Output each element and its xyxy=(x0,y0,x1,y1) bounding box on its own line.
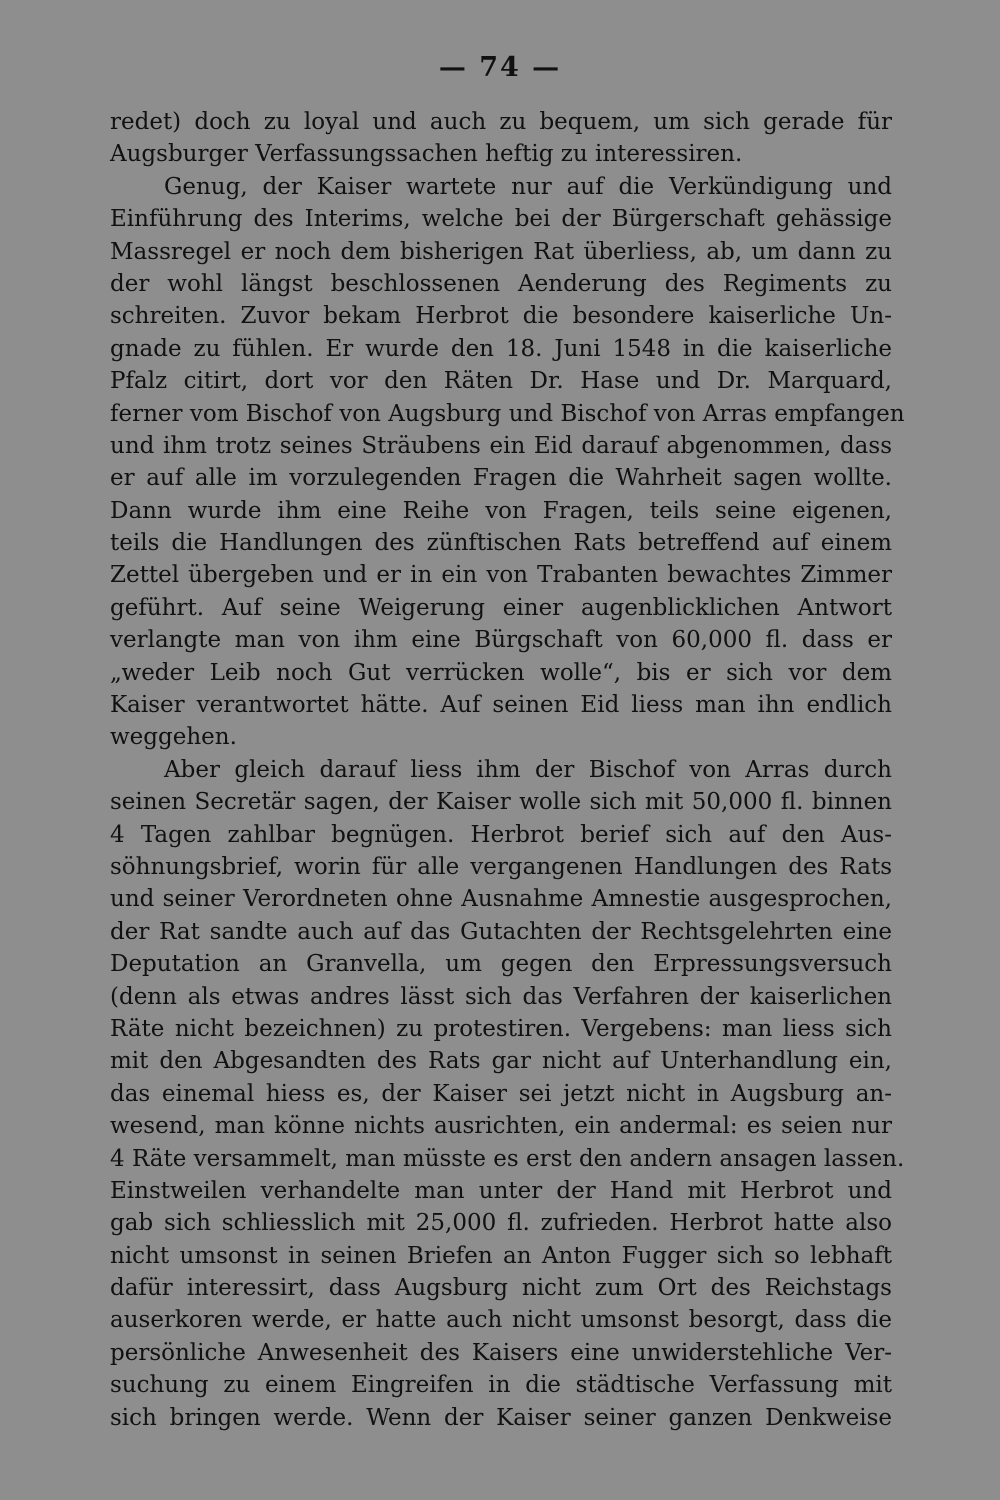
text-line: der Rat sandte auch auf das Gutachten der Rechtsgelehrten eine xyxy=(110,918,892,945)
text-line: schreiten. Zuvor bekam Herbrot die besondere kaiserliche Un- xyxy=(110,303,892,330)
text-line: dafür interessirt, dass Augsburg nicht zum Ort des Reichstags xyxy=(110,1275,892,1302)
body-text xyxy=(110,106,905,1434)
text-line: teils die Handlungen des zünftischen Rats betreffend auf einem xyxy=(110,530,892,557)
text-line: Aber gleich darauf liess ihm der Bischof von Arras durch xyxy=(164,756,892,783)
page-number: — 74 — xyxy=(438,52,562,83)
text-line: Kaiser verantwortet hätte. Auf seinen Eid liess man ihn endlich xyxy=(110,692,892,719)
text-line: seinen Secretär sagen, der Kaiser wolle sich mit 50,000 fl. binnen xyxy=(110,789,892,816)
text-line: redet) doch zu loyal und auch zu bequem, um sich gerade für xyxy=(110,109,892,135)
text-line: Massregel er noch dem bisherigen Rat überliess, ab, um dann zu xyxy=(110,238,892,265)
text-line: geführt. Auf seine Weigerung einer augenblicklichen Antwort xyxy=(110,594,892,621)
text-line: gnade zu fühlen. Er wurde den 18. Juni 1548 in die kaiserliche xyxy=(110,335,892,362)
text-line: das einemal hiess es, der Kaiser sei jetzt nicht in Augsburg an- xyxy=(110,1080,892,1107)
text-line: Deputation an Granvella, um gegen den Erpressungsversuch xyxy=(110,951,892,978)
text-line: 4 Räte versammelt, man müsste es erst den andern ansagen lassen. xyxy=(110,1145,905,1172)
text-line: verlangte man von ihm eine Bürgschaft von 60,000 fl. dass er xyxy=(110,627,892,654)
text-line: (denn als etwas andres lässt sich das Verfahren der kaiserlichen xyxy=(110,983,892,1010)
text-line: auserkoren werde, er hatte auch nicht umsonst besorgt, dass die xyxy=(110,1307,892,1334)
text-line: nicht umsonst in seinen Briefen an Anton Fugger sich so lebhaft xyxy=(110,1242,892,1269)
text-line: Zettel übergeben und er in ein von Trabanten bewachtes Zimmer xyxy=(110,562,892,589)
text-line: Einstweilen verhandelte man unter der Hand mit Herbrot und xyxy=(110,1177,892,1204)
text-line: persönliche Anwesenheit des Kaisers eine unwiderstehliche Ver- xyxy=(110,1339,892,1366)
text-line: Pfalz citirt, dort vor den Räten Dr. Hase und Dr. Marquard, xyxy=(110,368,892,395)
text-line: Einführung des Interims, welche bei der Bürgerschaft gehässige xyxy=(110,206,892,233)
text-line: Dann wurde ihm eine Reihe von Fragen, teils seine eigenen, xyxy=(110,497,892,524)
text-line: mit den Abgesandten des Rats gar nicht auf Unterhandlung ein, xyxy=(110,1048,892,1075)
text-line: der wohl längst beschlossenen Aenderung des Regiments zu xyxy=(110,270,892,297)
text-line: er auf alle im vorzulegenden Fragen die Wahrheit sagen wollte. xyxy=(110,465,892,492)
text-line: „weder Leib noch Gut verrücken wolle“, bis er sich vor dem xyxy=(110,659,892,686)
text-line: Augsburger Verfassungssachen heftig zu interessiren. xyxy=(110,141,743,168)
text-line: söhnungsbrief, worin für alle vergangenen Handlungen des Rats xyxy=(110,853,892,880)
text-line: und seiner Verordneten ohne Ausnahme Amnestie ausgesprochen, xyxy=(110,886,892,913)
text-line: 4 Tagen zahlbar begnügen. Herbrot berief sich auf den Aus- xyxy=(110,821,892,848)
text-line: und ihm trotz seines Sträubens ein Eid darauf abgenommen, dass xyxy=(110,432,892,459)
text-line: wesend, man könne nichts ausrichten, ein andermal: es seien nur xyxy=(110,1113,892,1140)
text-line: suchung zu einem Eingreifen in die städtische Verfassung mit xyxy=(110,1372,892,1399)
text-line: Räte nicht bezeichnen) zu protestiren. Vergebens: man liess sich xyxy=(110,1015,892,1042)
text-line: ferner vom Bischof von Augsburg und Bischof von Arras empfangen xyxy=(110,400,905,427)
text-line: sich bringen werde. Wenn der Kaiser seiner ganzen Denkweise xyxy=(110,1404,892,1431)
text-line: Genug, der Kaiser wartete nur auf die Verkündigung und xyxy=(164,173,892,200)
text-line: gab sich schliesslich mit 25,000 fl. zufrieden. Herbrot hatte also xyxy=(110,1210,892,1237)
text-line: weggehen. xyxy=(110,724,237,751)
